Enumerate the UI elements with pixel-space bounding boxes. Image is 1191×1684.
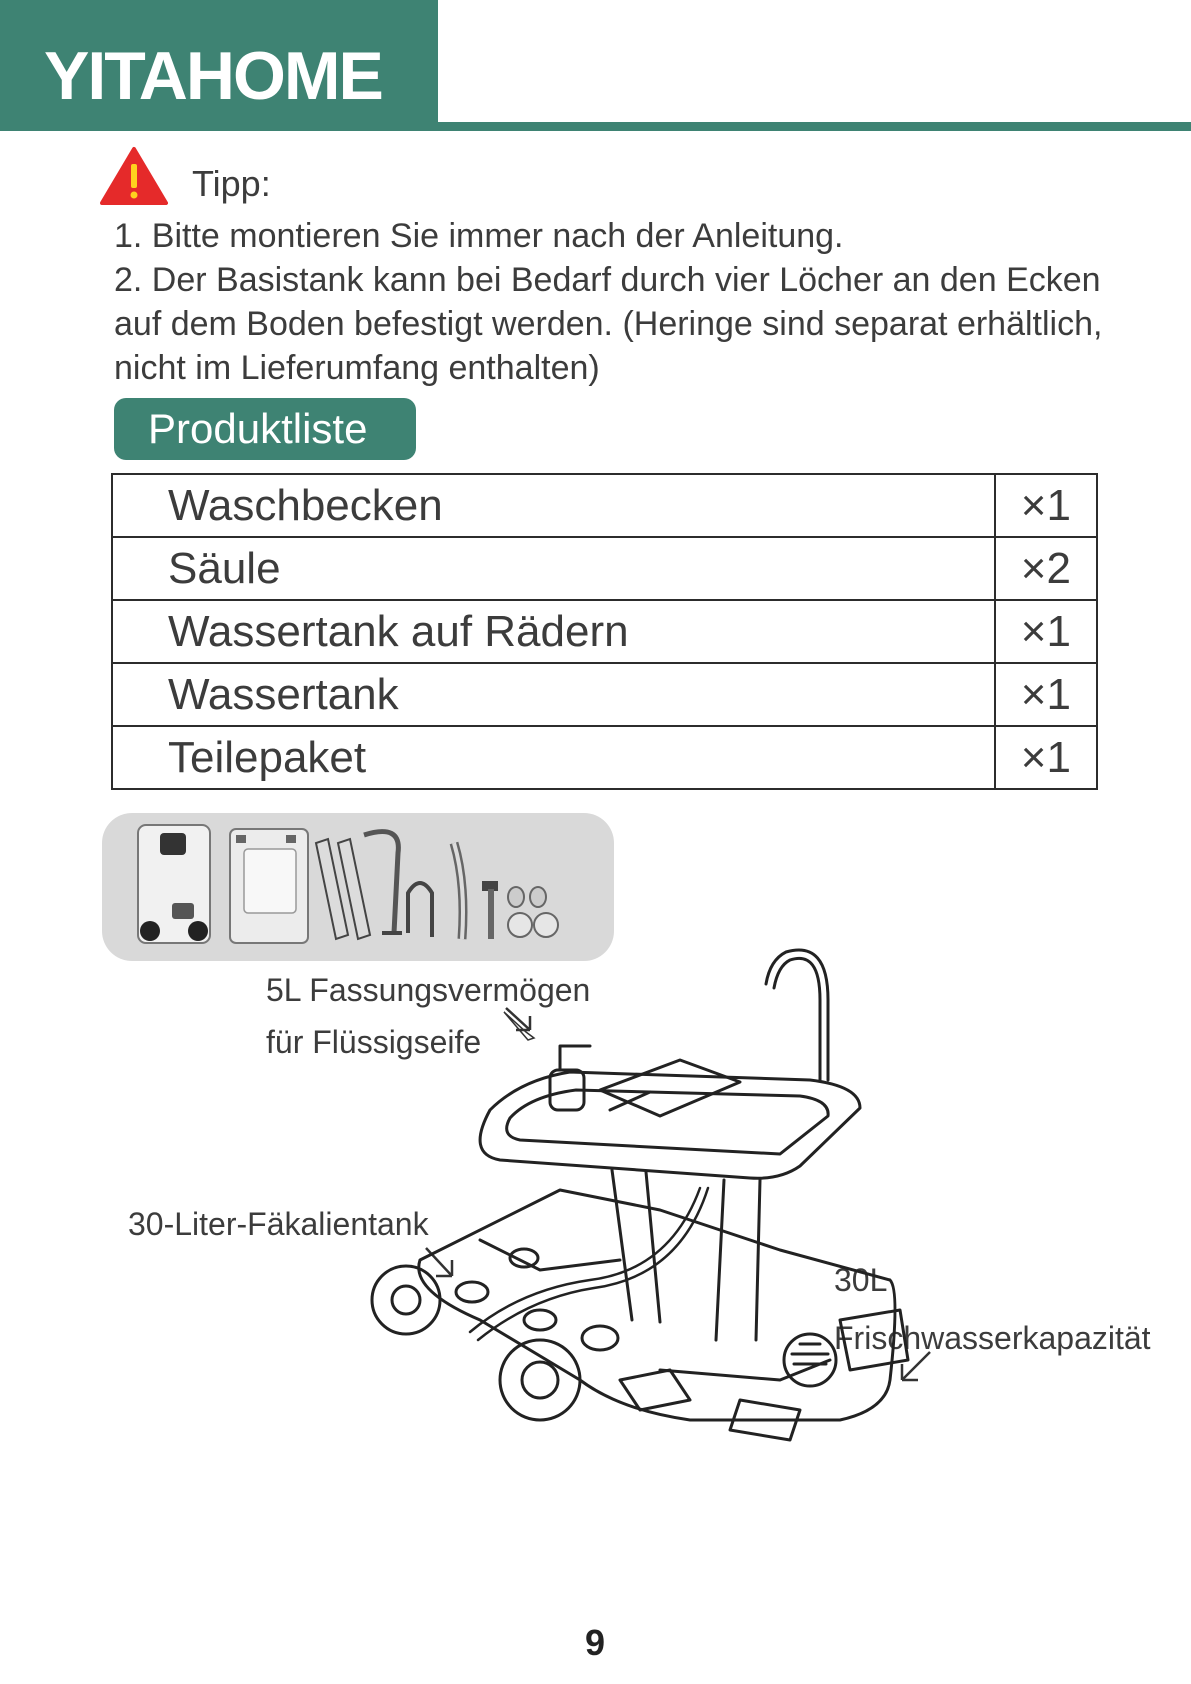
page-number: 9 xyxy=(584,1622,606,1663)
tip-text xyxy=(114,214,1154,390)
tip-title: Tipp: xyxy=(192,163,271,204)
wash-station-illustration xyxy=(360,940,960,1630)
soap-capacity-line1: 5L Fassungsvermögen xyxy=(266,972,591,1008)
table-row xyxy=(112,537,1097,600)
table-row xyxy=(112,663,1097,726)
item-name: Wassertank xyxy=(112,663,995,726)
header-rule xyxy=(438,122,1191,131)
parts-photo xyxy=(102,813,614,961)
item-name: Waschbecken xyxy=(112,474,995,537)
item-qty: ×1 xyxy=(995,600,1097,663)
item-qty: ×1 xyxy=(995,663,1097,726)
item-qty: ×2 xyxy=(995,537,1097,600)
item-qty: ×1 xyxy=(995,726,1097,789)
tip-line: nicht im Lieferumfang enthalten) xyxy=(114,349,600,387)
product-list-heading xyxy=(114,398,416,460)
product-list-title: Produktliste xyxy=(148,405,368,452)
item-qty: ×1 xyxy=(995,474,1097,537)
table-row xyxy=(112,600,1097,663)
product-table xyxy=(111,473,1098,790)
tip-line: 1. Bitte montieren Sie immer nach der Anleitung. xyxy=(114,217,844,255)
fresh-water-line2: Frischwasserkapazität xyxy=(834,1320,1151,1356)
item-name: Teilepaket xyxy=(112,726,995,789)
warning-icon xyxy=(100,146,168,206)
item-name: Säule xyxy=(112,537,995,600)
table-row xyxy=(112,474,1097,537)
fresh-water-line1: 30L xyxy=(834,1262,888,1298)
tip-line: auf dem Boden befestigt werden. (Heringe sind separat erhältlich, xyxy=(114,305,1103,343)
waste-tank-label: 30-Liter-Fäkalientank xyxy=(128,1206,429,1242)
item-name: Wassertank auf Rädern xyxy=(112,600,995,663)
tip-line: 2. Der Basistank kann bei Bedarf durch vier Löcher an den Ecken xyxy=(114,261,1101,299)
brand-logo: YITAHOME xyxy=(44,38,382,114)
soap-capacity-line2: für Flüssigseife xyxy=(266,1024,482,1060)
table-row xyxy=(112,726,1097,789)
parts-image xyxy=(102,813,614,961)
